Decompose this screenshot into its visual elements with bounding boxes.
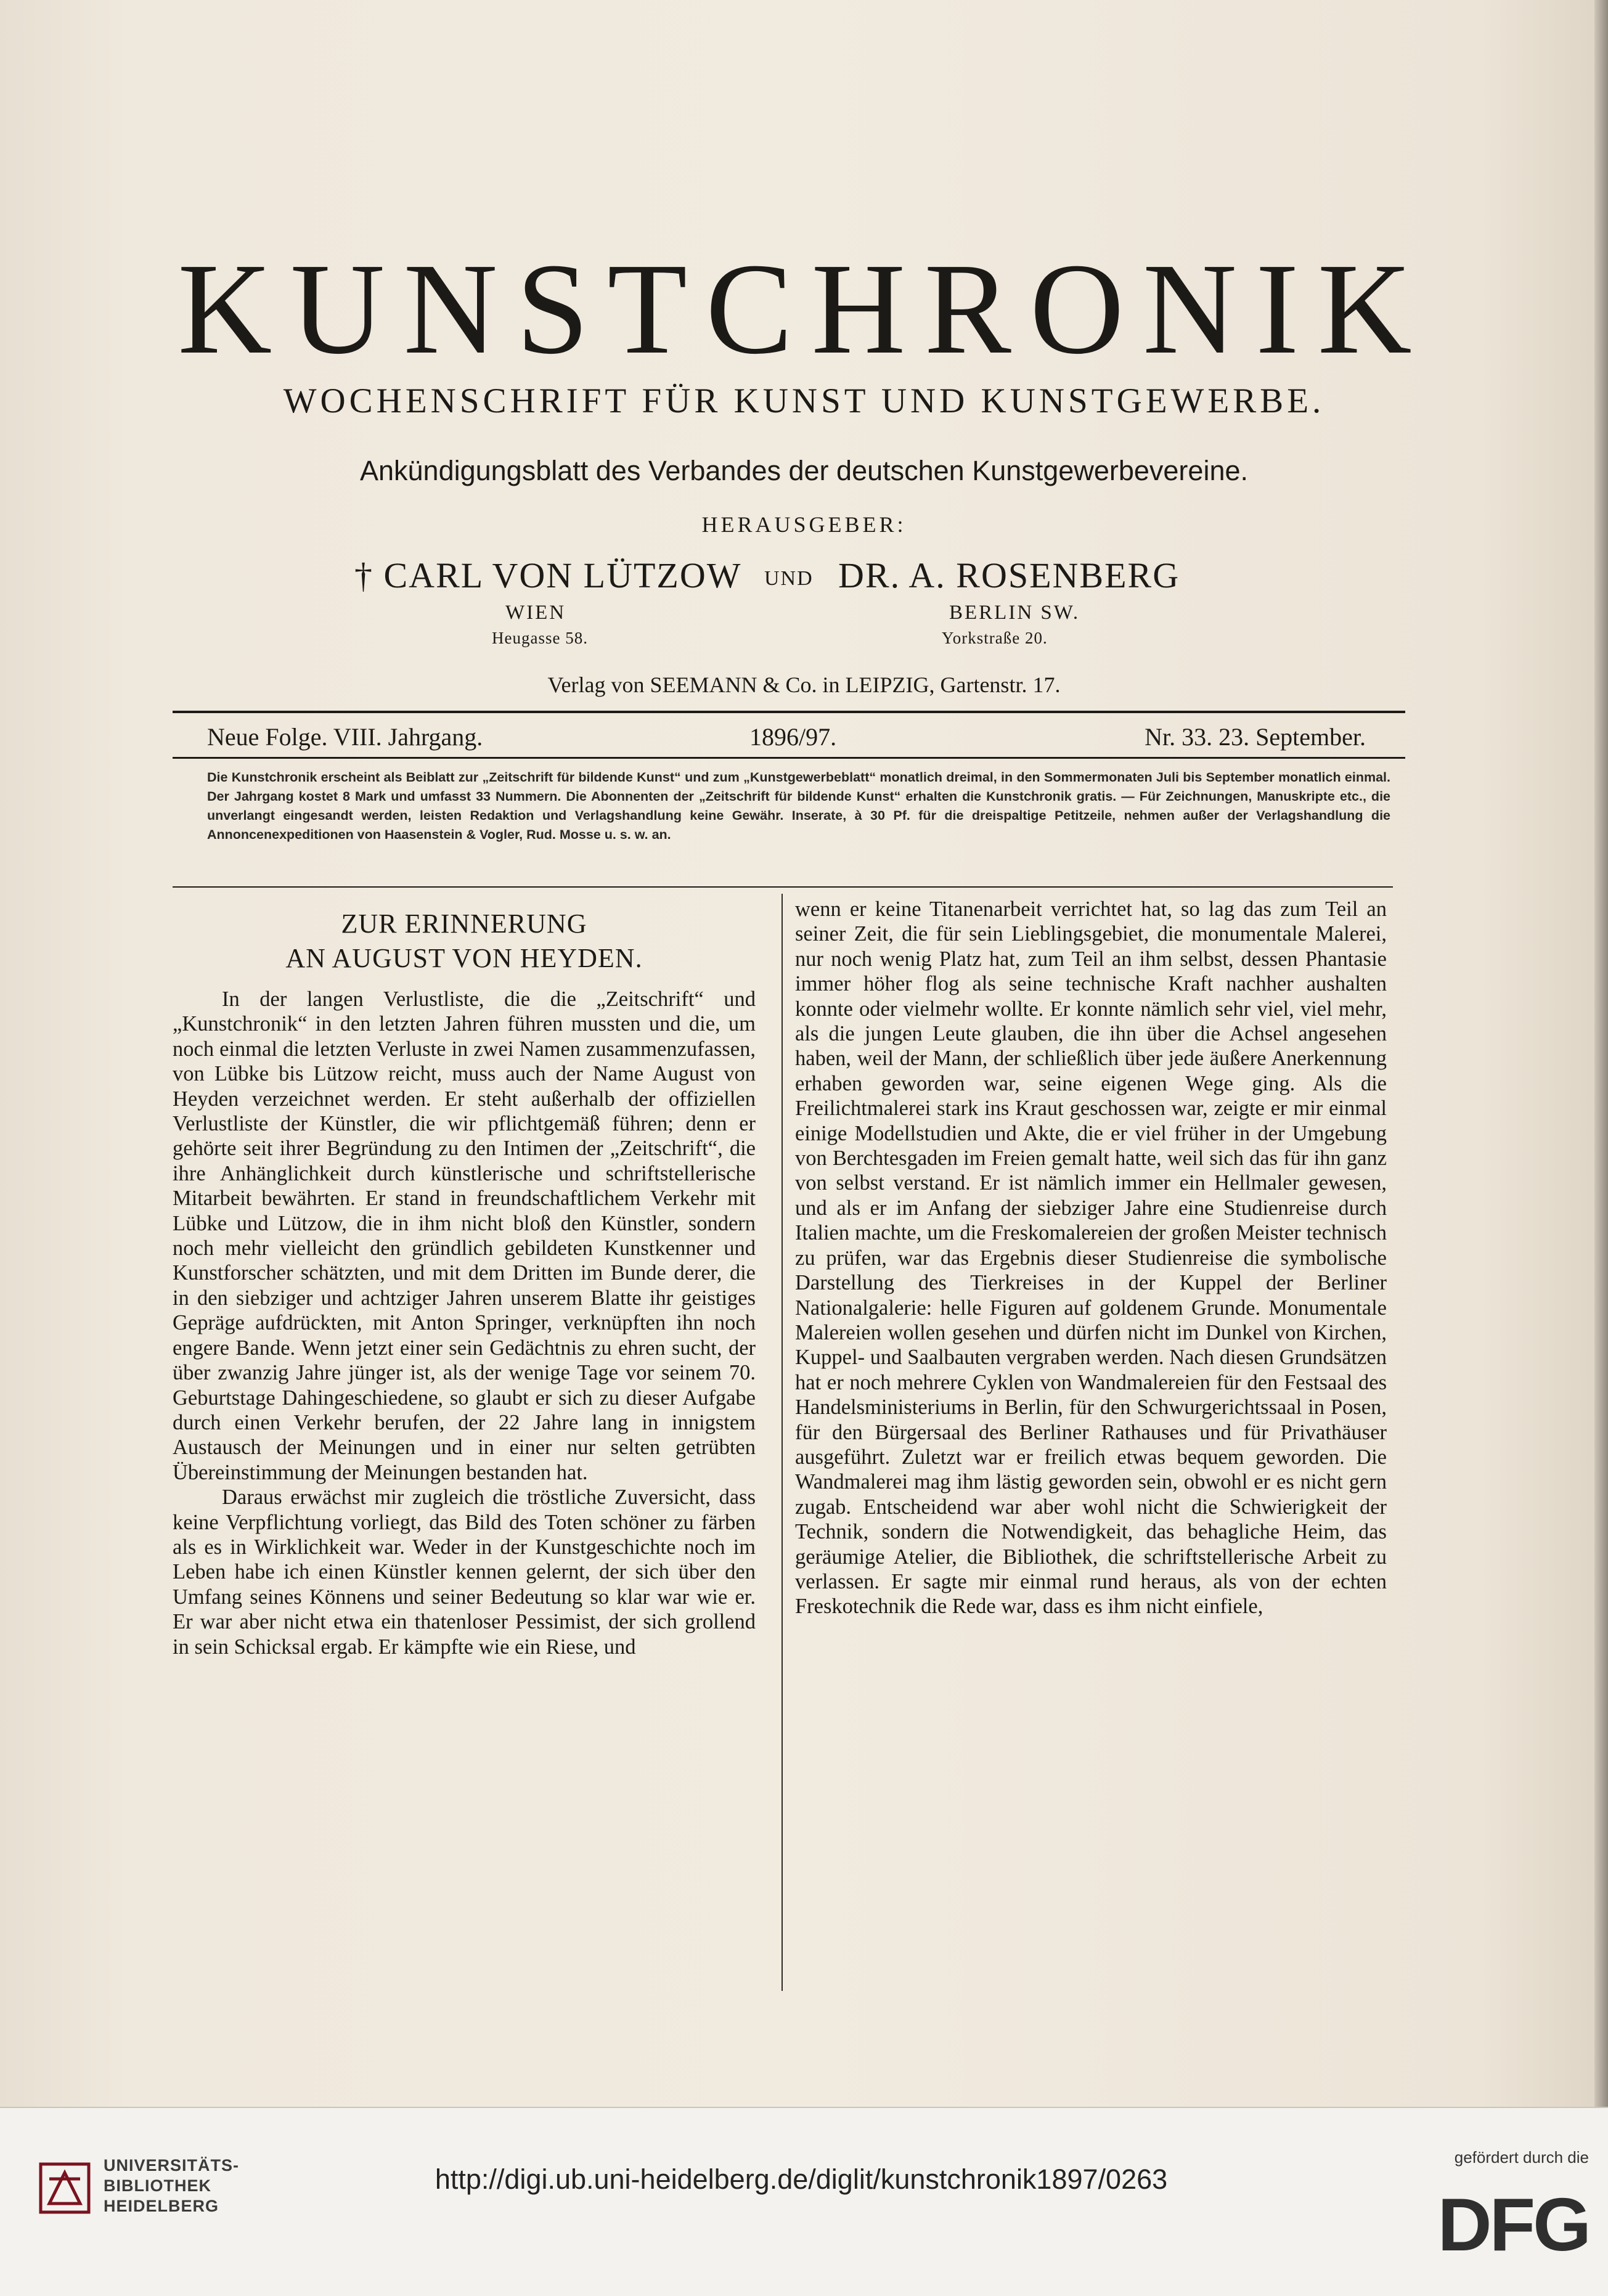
issue-line: [207, 722, 1366, 757]
library-name-line2: BIBLIOTHEK: [104, 2176, 211, 2195]
article-title: [173, 907, 756, 976]
masthead-title: KUNSTCHRONIK: [178, 236, 1430, 381]
article-paragraph: In der langen Verlustliste, die die „Zeitschrift“ und „Kunstchronik“ in den letzten Jahren führen mussten und die, um noch einmal die letzten Verluste in zwei Namen zusammenzufassen, von Lübke bis Lützow reicht, muss auch der Name August von Heyden verzeichnet werden. Er steht außerhalb der offiziellen Verlustliste der Künstler, die wir pflichtgemäß führen; denn er gehörte seit ihrer Begründung zu den Intimen der „Zeitschrift“, die ihre Anhänglichkeit durch künstlerische und schriftstellerische Mitarbeit bewährten. Er stand in freundschaftlichem Verkehr mit Lübke und Lützow, die in ihm nicht bloß den Künstler, sondern noch mehr vielleicht den gründlich gebildeten Kunstkenner und Kunstforscher schätzten, und mit dem Dritten im Bunde derer, die in den siebziger und achtziger Jahren unserem Blatte ihr geistiges Gepräge aufdrückten, mit Anton Springer, verknüpften ihn noch engere Bande. Wenn jetzt einer sein Gedächtnis zu ehren sucht, der über zwanzig Jahre jünger ist, als der wenige Tage vor seinem 70. Geburtstage Dahingeschiedene, so glaubt er sich zu dieser Aufgabe durch einen Verkehr berufen, der 22 Jahre lang in innigstem Austausch der Meinungen und in einer nur selten getrübten Übereinstimmung der Meinungen bestanden hat.: [173, 987, 756, 1484]
editor-right-address: Yorkstraße 20.: [942, 629, 1048, 647]
editor-left-name: † CARL VON LÜTZOW: [354, 555, 742, 595]
subscription-notice: [207, 768, 1390, 844]
library-logo-icon: [37, 2160, 92, 2216]
editor-left-address: Heugasse 58.: [492, 629, 588, 647]
library-name-line1: UNIVERSITÄTS-: [104, 2156, 240, 2175]
rule-notice: [173, 886, 1393, 888]
article-paragraph: wenn er keine Titanenarbeit verrichtet hat, so lag das zum Teil an seiner Zeit, die für sein Lieblingsgebiet, die monumentale Malerei, nur noch wenig Platz hat, zum Teil an ihm selbst, dessen Phantasie immer höher flog als seine technische Kraft nachher aushalten konnte oder vielmehr wollte. Er konnte nämlich sehr viel, viel mehr, als die jungen Leute glauben, die ihn über die Achsel angesehen haben, weil der Mann, der schließlich über jede äußere Anerkennung erhaben geworden war, seine eigenen Wege ging. Als die Freilichtmalerei stark ins Kraut geschossen war, zeigte er mir einmal einige Modellstudien und Akte, die er viel früher in der Umgebung von Berchtesgaden im Freien gemalt hatte, weil sich das für ihn ganz von selbst verstand. Er ist nämlich immer ein Hellmaler gewesen, und als er im Anfang der siebziger Jahre eine Studienreise durch Italien machte, um die Freskomalereien der großen Meister technisch zu prüfen, war das Ergebnis dieser Studienreise die symbolische Darstellung des Tierkreises in der Kuppel der Berliner Nationalgalerie: helle Figuren auf goldenem Grunde. Monumentale Malereien wollen gesehen und dürfen nicht im Dunkel von Kirchen, Kuppel- und Saalbauten vergraben werden. Nach diesen Grundsätzen hat er noch mehrere Cyklen von Wandmalereien für den Festsaal des Handelsministeriums in Berlin, für den Schwurgerichtssaal in Posen, für den Bürgersaal des Berliner Rathauses und für Privathäuser ausgeführt. Zuletzt war er freilich etwas bequem geworden. Die Wandmalerei mag ihm lästig geworden sein, obwohl er es nicht gern zugab. Entscheidend war aber wohl nicht die Schwierigkeit der Technik, sondern die Notwendigkeit, das behagliche Heim, das geräumige Atelier, die Bibliothek, die schriftstellerische Arbeit zu verlassen. Er sagte mir einmal rund heraus, als von der echten Freskotechnik die Rede war, dass es ihm nicht einfiele,: [795, 897, 1387, 1619]
editors-connector: UND: [764, 567, 814, 590]
rule-bottom: [173, 757, 1405, 759]
publisher-line: Verlag von SEEMANN & Co. in LEIPZIG, Gartenstr. 17.: [547, 672, 1061, 697]
editors-label: HERAUSGEBER:: [701, 512, 907, 537]
masthead-subtitle: WOCHENSCHRIFT FÜR KUNST UND KUNSTGEWERBE.: [283, 382, 1325, 420]
column-divider: [782, 894, 783, 1991]
digital-url-link[interactable]: http://digi.ub.uni-heidelberg.de/diglit/kunstchronik1897/0263: [435, 2163, 1168, 2195]
rule-top: [173, 711, 1405, 713]
issue-series: Neue Folge. VIII. Jahrgang.: [207, 723, 483, 751]
library-name: [104, 2155, 239, 2216]
issue-year: 1896/97.: [749, 723, 837, 751]
digitization-footer: [0, 2107, 1608, 2296]
article-column-right: [795, 897, 1387, 1619]
article-title-line2: AN AUGUST VON HEYDEN.: [285, 943, 643, 973]
library-name-line3: HEIDELBERG: [104, 2197, 219, 2215]
footer-divider: [0, 2107, 1608, 2108]
article-column-left: [173, 897, 756, 1659]
masthead-subtitle-secondary: Ankündigungsblatt des Verbandes der deutschen Kunstgewerbevereine.: [359, 455, 1248, 486]
article-paragraph: Daraus erwächst mir zugleich die tröstliche Zuversicht, dass keine Verpflichtung vorliegt, das Bild des Toten schöner zu färben als es in Wirklichkeit war. Weder in der Kunstgeschichte noch im Leben habe ich einen Künstler kennen gelernt, der sich über den Umfang seines Könnens und seiner Bedeutung so klar war wie er. Er war aber nicht etwa ein thatenloser Pessimist, der sich grollend in sein Schicksal ergab. Er kämpfte wie ein Riese, und: [173, 1485, 756, 1659]
funded-by-label: gefördert durch die: [1454, 2148, 1589, 2167]
editor-left-city: WIEN: [505, 602, 566, 624]
notice-text: Die Kunstchronik erscheint als Beiblatt zur „Zeitschrift für bildende Kunst“ und zum „Kunstgewerbeblatt“ monatlich dreimal, in den Sommermonaten Juli bis September monatlich einmal. Der Jahrgang kostet 8 Mark und umfasst 33 Nummern. Die Abonnenten der „Zeitschrift für bildende Kunst“ erhalten die Kunstchronik gratis. — Für Zeichnungen, Manuskripte etc., die unverlangt eingesandt werden, leisten Redaktion und Verlagshandlung keine Gewähr. Inserate, à 30 Pf. für die dreispaltige Petitzeile, nehmen außer der Verlagshandlung die Annoncenexpeditionen von Haasenstein & Vogler, Rud. Mosse u. s. w. an.: [207, 770, 1390, 842]
issue-number: Nr. 33. 23. September.: [1145, 723, 1366, 751]
editor-right-name: DR. A. ROSENBERG: [838, 555, 1180, 595]
dfg-logo: DFG: [1437, 2183, 1589, 2266]
editor-right-city: BERLIN SW.: [949, 602, 1080, 624]
article-title-line1: ZUR ERINNERUNG: [341, 909, 587, 939]
